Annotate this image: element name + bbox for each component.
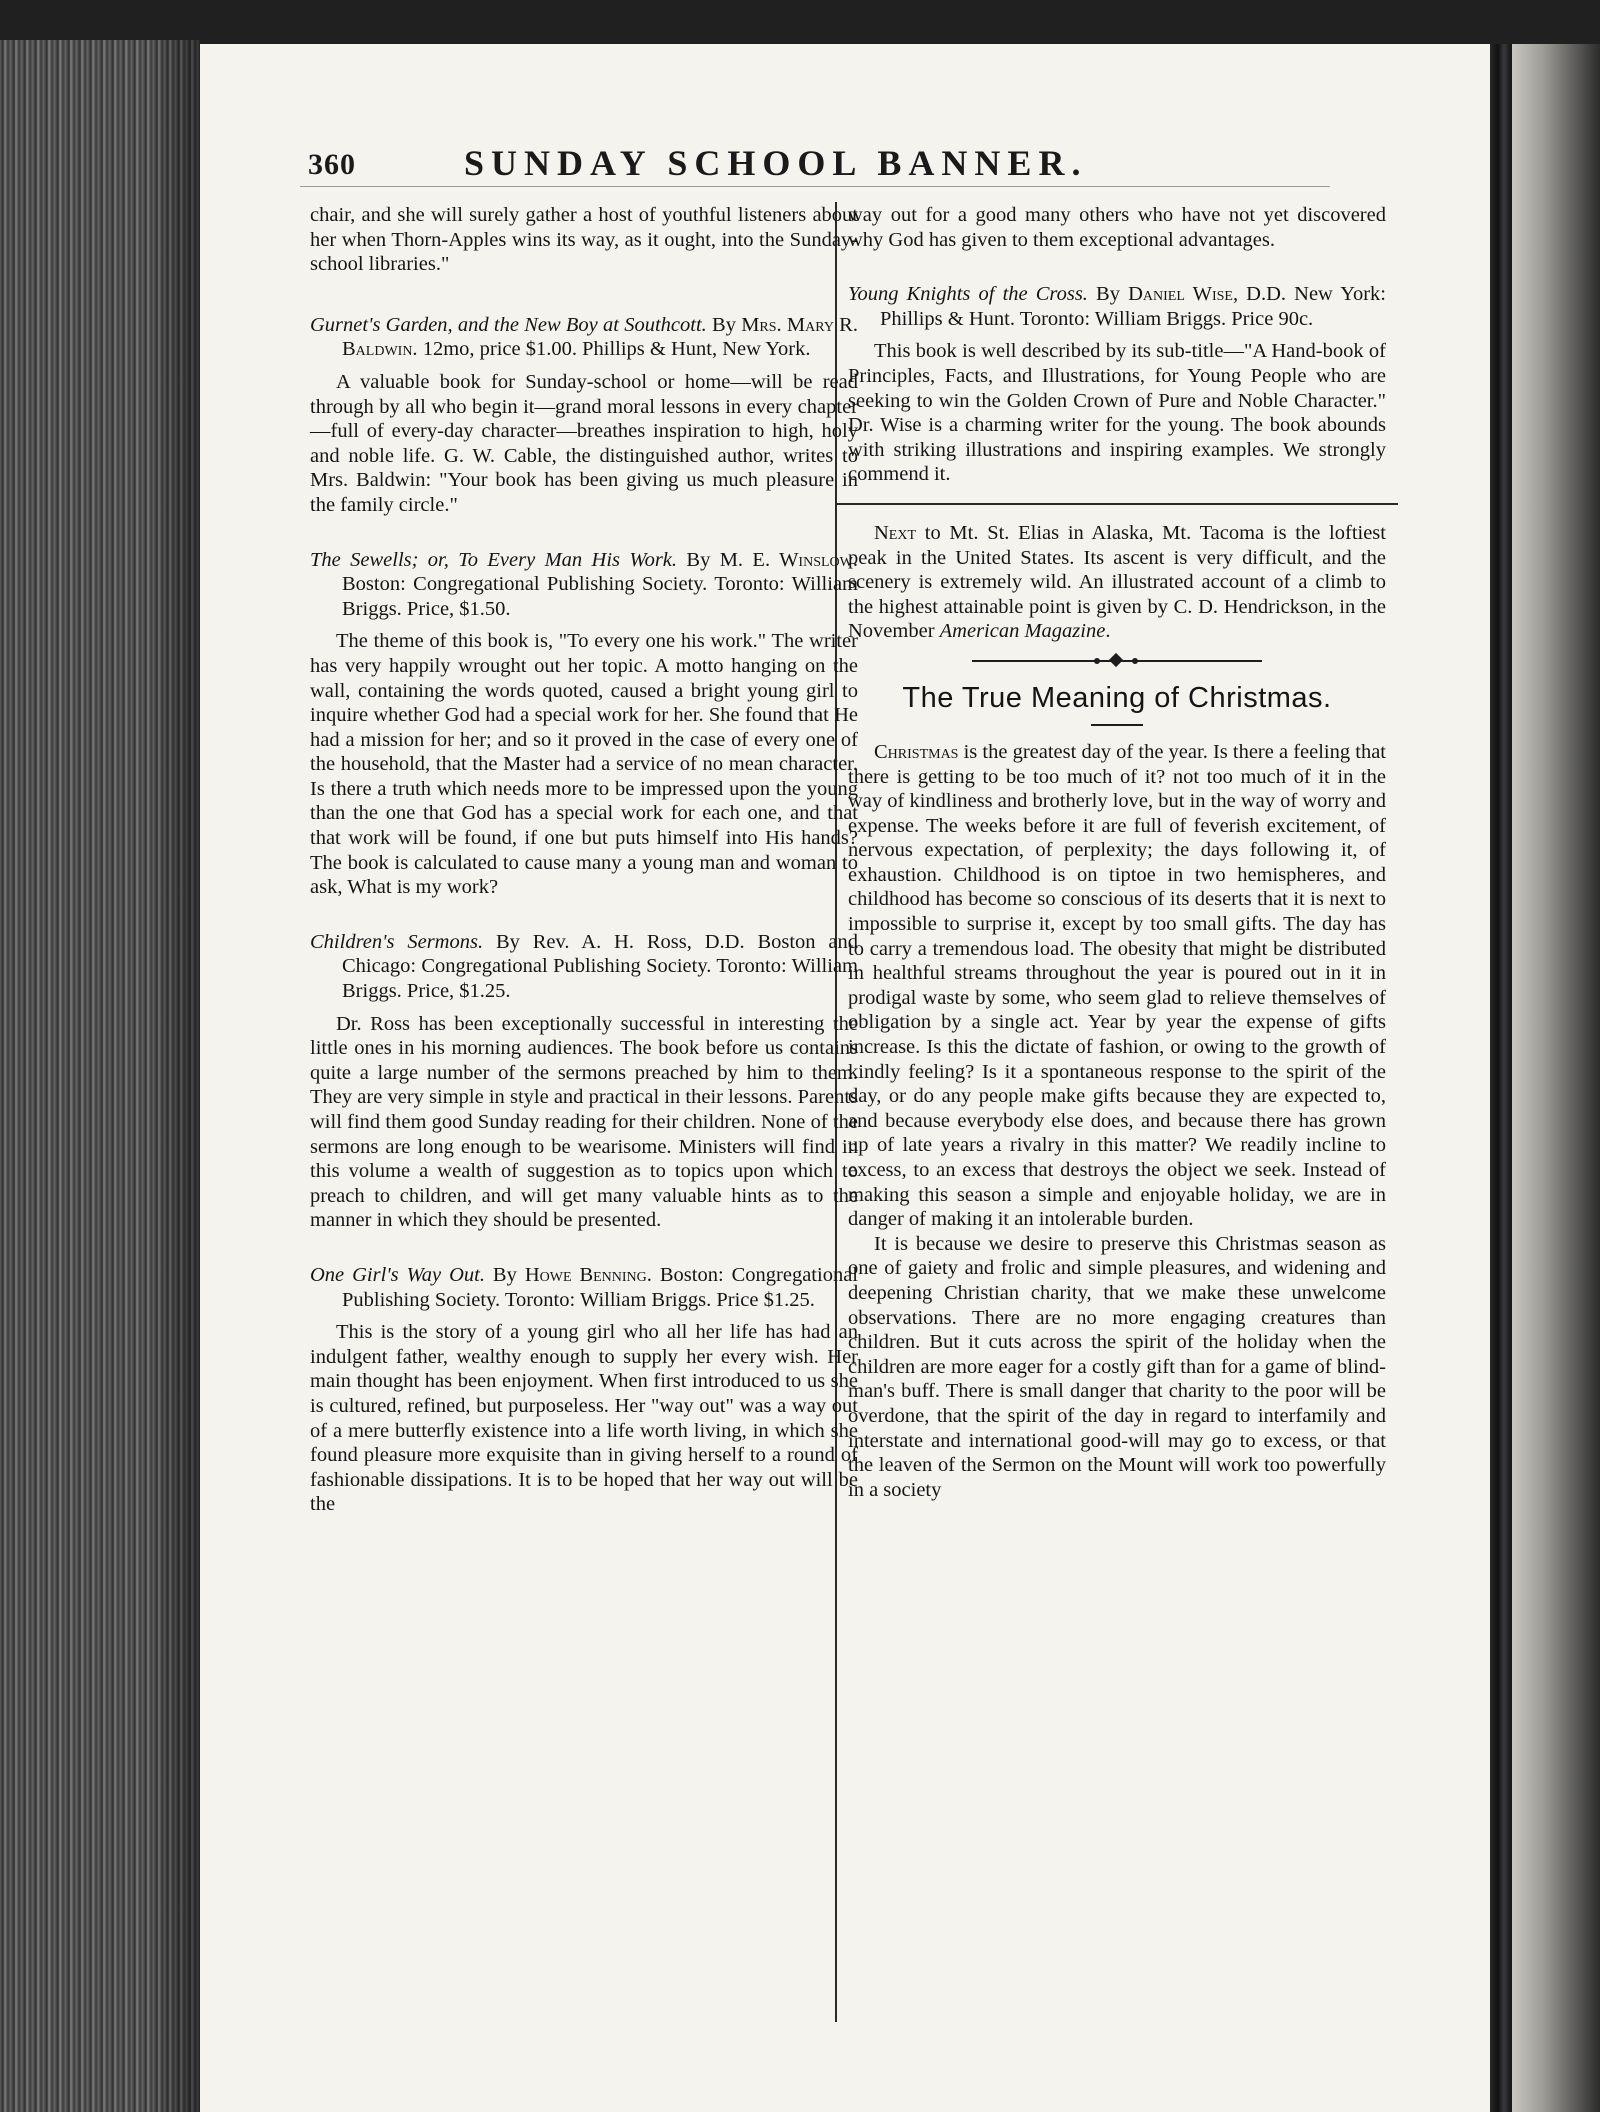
book-title: The Sewells; or, To Every Man His Work. (310, 548, 678, 571)
running-head: SUNDAY SCHOOL BANNER. (464, 143, 1088, 183)
page-number: 360 (308, 148, 356, 181)
book-citation: Children's Sermons. By Rev. A. H. Ross, D.D. Boston and Chicago: Congregational Publishing Society. Toronto: William Briggs. Price, $1.25. (310, 930, 858, 1003)
article-title: The True Meaning of Christmas. (902, 681, 1332, 714)
left-column (310, 203, 858, 1517)
title-rule (1091, 724, 1143, 726)
right-column (848, 203, 1386, 1502)
book-author: Mrs. Mary R. Baldwin. (342, 313, 858, 361)
book-citation: One Girl's Way Out. By Howe Benning. Boston: Congregational Publishing Society. Toronto: William Briggs. Price $1.25. (310, 1263, 858, 1311)
section-rule (836, 503, 1398, 505)
facing-page-edge (1512, 44, 1600, 2112)
article-paragraph: It is because we desire to preserve this Christmas season as one of gaiety and frolic and simple pleasures, and widening and deepening Christian charity, that we make these unwelcome observations. There are no more engaging creatures than children. But it cuts across the spirit of the holiday when the children are more eager for a costly gift than for a game of blind-man's buff. There is small danger that charity to the poor will be overdone, that the spirit of the day in regard to interfamily and interstate and international good-will may go to excess, or that the leaven of the Sermon on the Mount will work too powerfully in a society (848, 1232, 1386, 1501)
magazine-title: American Magazine (939, 620, 1106, 643)
review-text: This book is well described by its sub-title—"A Hand-book of Principles, Facts, and Illustrations, for Young People who are seeking to win the Golden Crown of Pure and Noble Character." Dr. Wise is a charming writer for the young. The book abounds with striking illustrations and inspiring examples. We strongly commend it. (848, 340, 1386, 486)
book-title: One Girl's Way Out. (310, 1263, 485, 1286)
book-author: Rev. A. H. Ross, D.D. (532, 930, 745, 953)
review-text: This is the story of a young girl who all her life has had an indulgent father, wealthy enough to supply her every wish. Her main thought has been enjoyment. When first introduced to us she is cultured, refined, but purposeless. Her "way out" was a way out of a mere butterfly existence into a life worth living, in which she found pleasure more exquisite than in giving herself to a round of fashionable dissipations. It is to be hoped that her way out will be the (310, 1321, 858, 1516)
note-lead: Next (874, 521, 917, 544)
news-note: Next to Mt. St. Elias in Alaska, Mt. Tacoma is the loftiest peak in the United States. Its ascent is very difficult, and the scenery is extremely wild. An illustrated account of a climb to the highest attainable point is given by C. D. Hendrickson, in the November American Magazine. (848, 521, 1386, 643)
ornamental-divider (972, 654, 1262, 668)
book-details: 12mo, price $1.00. Phillips & Hunt, New York. (422, 338, 811, 361)
note-text: to Mt. St. Elias in Alaska, Mt. Tacoma is the loftiest peak in the United States. Its ascent is very difficult, and the scenery is extremely wild. An illustrated account of a climb to the highest attainable point is given by C. D. Hendrickson, in the November (848, 521, 1386, 643)
book-title: Children's Sermons. (310, 930, 484, 953)
book-review (310, 930, 858, 1233)
review-text: The theme of this book is, "To every one his work." The writer has very happily wrought out her topic. A motto hanging on the wall, containing the words quoted, caused a bright young girl to inquire whether God had a special work for her. She found that He had a mission for her; and so it proved in the case of every one of the household, that the Master had a service of no mean character. Is there a truth which needs more to be impressed upon the young than the one that God has a special work for each one, and that that work will be found, if one but puts himself into His hands? The book is calculated to cause many a young man and woman to ask, What is my work? (310, 630, 858, 899)
book-author: M. E. Winslow. (719, 548, 858, 571)
book-title: Young Knights of the Cross. (848, 283, 1088, 306)
page-header (308, 138, 1138, 182)
article-paragraph: Christmas is the greatest day of the year. Is there a feeling that there is getting to be too much of it? not too much of it in the way of kindliness and brotherly love, but in the way of worry and expense. The weeks before it are full of feverish excitement, of nervous expectation, of perplexity; the days following it, of exhaustion. Childhood is on tiptoe in two hemispheres, and childhood has become so conscious of its deserts that it is next to impossible to surprise it, except by too small gifts. The day has to carry a tremendous load. The obesity that might be distributed in healthful streams throughout the year is poured out in it in prodigal waste by some, who seem glad to relieve themselves of obligation by a single act. Year by year the expense of gifts increase. Is this the dictate of fashion, or owing to the growth of kindly feeling? Is it a spontaneous response to the spirit of the day, or do any people make gifts because they are expected to, and because everybody else does, and because there has grown up of late years a rivalry in this matter? We readily incline to excess, to an excess that destroys the object we seek. Instead of making this season a simple and enjoyable holiday, we are in danger of making it an intolerable burden. (848, 740, 1387, 1231)
book-title: Gurnet's Garden, and the New Boy at Southcott. (310, 313, 707, 336)
review-text: Dr. Ross has been exceptionally successful in interesting the little ones in his morning audiences. The book before us contains quite a large number of the sermons preached by him to them. They are very simple in style and practical in their lessons. Parents will find them good Sunday reading for their children. None of the sermons are long enough to be wearisome. Ministers will find in this volume a wealth of suggestion as to topics upon which to preach to children, and will get many valuable hints as to the manner in which they should be presented. (310, 1012, 858, 1232)
book-citation: The Sewells; or, To Every Man His Work. By M. E. Winslow. Boston: Congregational Publishing Society. Toronto: William Briggs. Price, $1.50. (310, 548, 858, 620)
book-details: Boston: Congregational Publishing Society. Toronto: William Briggs. Price $1.25. (342, 1263, 858, 1311)
continued-text: way out for a good many others who have not yet discovered why God has given to them exceptional advantages. (848, 204, 1386, 251)
book-author: Howe Benning. (524, 1263, 652, 1286)
book-details: New York: Phillips & Hunt. Toronto: William Briggs. Price 90c. (880, 283, 1386, 330)
book-gutter (1490, 44, 1600, 2112)
book-review (848, 282, 1386, 487)
book-details: Boston and Chicago: Congregational Publishing Society. Toronto: William Briggs. Price, $1.25. (342, 930, 858, 1003)
book-citation: Gurnet's Garden, and the New Boy at Southcott. By Mrs. Mary R. Baldwin. 12mo, price $1.00. Phillips & Hunt, New York. (310, 313, 858, 361)
book-author: Daniel Wise, D.D. (1128, 283, 1287, 306)
book-details: Boston: Congregational Publishing Society. Toronto: William Briggs. Price, $1.50. (342, 573, 858, 620)
review-text: A valuable book for Sunday-school or home—will be read through by all who begin it—grand moral lessons in every chapter—full of every-day character—breathes inspiration to high, holy and noble life. G. W. Cable, the distinguished author, writes to Mrs. Baldwin: "Your book has been giving us much pleasure in the family circle." (310, 370, 858, 516)
book-citation: Young Knights of the Cross. By Daniel Wise, D.D. New York: Phillips & Hunt. Toronto: William Briggs. Price 90c. (848, 283, 1386, 330)
article-lead: Christmas (874, 740, 959, 763)
continued-text: chair, and she will surely gather a host of youthful listeners about her when Thorn-Apples wins its way, as it ought, into the Sunday-school libraries." (310, 204, 858, 276)
book-edge-shadow (150, 40, 200, 2112)
book-review (310, 1263, 858, 1517)
book-review (310, 548, 858, 900)
book-review (310, 313, 858, 518)
header-rule (300, 186, 1330, 187)
